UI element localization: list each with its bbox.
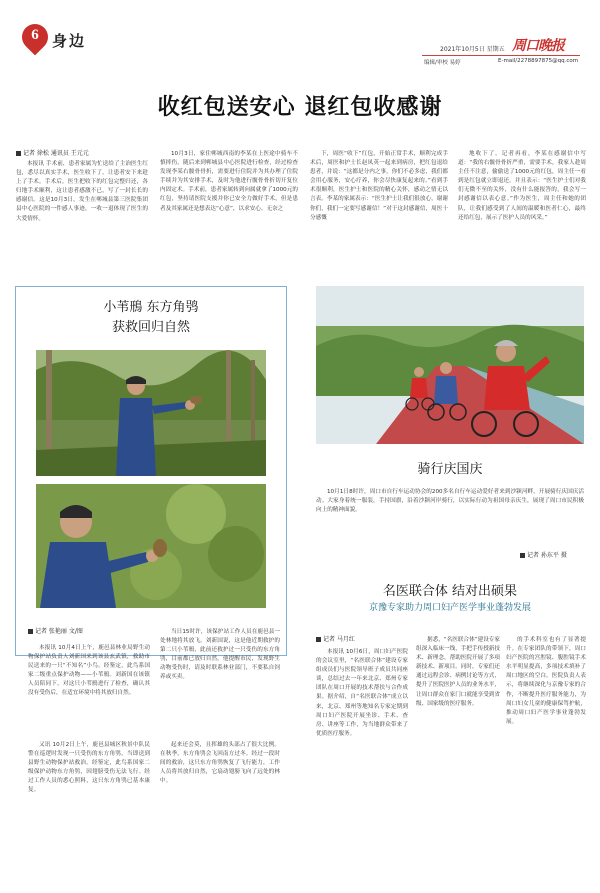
medical-col1-text: 本报讯 10月6日，周口妇产医院的会议室里，“名医联合体”建设专家组成员们与医院领导班子成员共同座谈，总结过去一年来北京、郑州专家团队在周口开展的技术帮扶与合作成果。据介绍，自“名医联合体”成立以来，北京、郑州等地知名专家定期到周口妇产医院开展坐诊、手术、查房、讲座等工作，为当地群众带来了优质医疗服务。 (316, 649, 408, 737)
bird-story-col2 (160, 628, 280, 734)
bird-story-col2b-text: 起来还会莫，且挥雄的头部占了很大比例。在秋季，东方角鸮会飞回南方过冬。经过一段时间的救治，这只东方角鸮恢复了飞行能力，工作人员将其放归自然，它扇动翅膀飞向了远处的林中。 (160, 742, 280, 785)
bird-title-line1: 小苇鳽 东方角鸮 (103, 300, 199, 315)
cycling-text-body: 10月1日8时许，周口市自行车运动协会的200多名自行车运动爱好者来到沙颍河畔，开展骑行庆国庆活动。大家身着统一服装，手持国旗，沿着沙颍河岸骑行，以实际行动为祖国母亲庆生，展现了周口市民积极向上的精神面貌。 (316, 489, 584, 514)
cycling-byline (520, 550, 567, 559)
main-story-col3 (310, 150, 448, 272)
medical-subtitle: 京豫专家助力周口妇产医学事业蓬勃发展 (368, 603, 531, 613)
bird-photo-2 (36, 484, 266, 608)
paper-logo: 周口晚报 (512, 38, 564, 54)
medical-byline (316, 634, 355, 643)
main-story-col2 (160, 150, 298, 272)
bird-photo-2-image (36, 484, 266, 608)
editor-credit: 编辑/审校 易婷 (424, 60, 461, 66)
main-story-col1 (16, 160, 148, 272)
medical-col2 (416, 636, 500, 876)
main-story-col4 (458, 150, 586, 272)
editor-email: E-mail/2278897875@qq.com (498, 58, 579, 64)
cycling-photo (316, 286, 584, 444)
masthead (0, 0, 600, 66)
cycling-byline-text: 记者 孙东平 摄 (527, 552, 567, 559)
medical-col2-text: 据悉，“名医联合体”建设专家组深入临床一线，手把手传授新技术、新理念，帮助医院开展了多项新技术、新项目。同时，专家们还通过远程会诊、病例讨论等方式，提升了医院医护人员的业务水平，让周口群众在家门口就能享受到省级、国家级的医疗服务。 (416, 637, 500, 707)
medical-byline-text: 记者 马月红 (323, 636, 355, 643)
issue-date: 2021年10月5日 星期五 (440, 46, 505, 53)
main-story-col3-text: 下，周医“收下”红包，开始正常手术，顺利完成手术后，周医和护士长赵凤英一起来到病房，把红包退给患者，并说：“这都是分内之事，你们不必多虑，我们都会用心服务，安心疗养，你会尽快康复起来的。”看到手术很顺利，医生护士和医院的精心关怀，感动之情无以言表。李某的家属表示：“医生护士让我们很放心，谢谢你们，我们一定要写感谢信！”对于这封感谢信，周医十分感慨 (310, 151, 448, 221)
bird-photo-1-image (36, 350, 266, 476)
byline-marker (16, 151, 21, 156)
medical-col3 (506, 636, 586, 876)
bird-story-col1 (28, 644, 150, 734)
bird-story-col2b (160, 741, 280, 853)
main-story-col2-text: 10月3日，家住郸城西南的李某在上医途中骑车不慎摔伤，随后来到郸城县中心医院进行检查，经过检查发现李某右髋骨骨折，需要进行住院并为其办理了住院手续并为其安排手术，及时为他进行髋骨骨折切开复位内固定术。手术前，患者家属转到向属就拿了1000元的红包，坚持请医院支援并你已安全力做好手术，但是患者及其家属还是想表达“心意”，以求安心。无奈之 (160, 151, 298, 212)
section-name: 身边 (52, 32, 87, 50)
byline-marker (520, 553, 525, 558)
bird-byline-text: 记者 张艳丽 文/图 (35, 628, 83, 635)
medical-col3-text: 的手术科室也有了显著提升。在专家团队的带领下，周口妇产医院的宫腔镜、腹腔镜手术水平明显提高，多项技术填补了周口地区的空白。医院负责人表示，将继续深化与京豫专家的合作，不断提升医疗服务能力，为周口妇女儿童的健康保驾护航，推动周口妇产医学事业蓬勃发展。 (506, 637, 586, 725)
main-byline (16, 148, 89, 157)
main-headline: 收红包送安心 退红包收感谢 (157, 95, 443, 120)
bird-story-col1b (28, 741, 150, 853)
page-number: 6 (31, 27, 39, 43)
bird-story-col1-text: 本报讯 10月4日上午，鹿邑县林业局野生动物保护站负责人刘新国来到该县玄武镇，救助市民送来的一只“不知名”小鸟。经鉴定，此鸟系国家二级重点保护动物——小苇鳽。刘新国在该镇人员陪同下，对这只小苇鳽进行了检查，确认其没有受伤后，在适宜环境中将其放归自然。 (28, 645, 150, 697)
cycling-text (316, 488, 584, 546)
medical-col1 (316, 648, 408, 876)
masthead-rule (422, 55, 580, 56)
bird-photo-1 (36, 350, 266, 476)
bird-byline (28, 626, 83, 635)
main-story-col4-text: 地收下了。记者再看，李某在感谢信中写道：“我的右髋骨骨折严重，需要手术，我家人趁周主任不注意，偷偷送了1000元的红包，周主任一看到是红包就立即退还，并且表示：“医生护士们对我们无微不至的关怀，没有什么能报答的，我会写一封感谢信以表心意。”作为医生，周主任和她的团队，让我们感受到了人间的温暖和医者仁心，最终还给红包，展示了医护人员的风采。” (458, 151, 586, 221)
bird-title-line2: 获救回归自然 (111, 320, 190, 335)
main-byline-text: 记者 徐松 通讯员 王元元 (23, 150, 89, 157)
main-story-col1-text: 本报讯 手术前，患者家属为忙送给了主治医生红包，悉尽以真实手术，医生收下了，让患者安下来趁上了手术。手术后，医生把收下的红包完整归还，各归地手术顺利，这让患者感激不已，写了一封长长的感谢信。这是10月3日，发生在郸城县第三医院集团县中心医院的一件感人事迹，一收一退体现了医生的大爱情怀。 (16, 161, 148, 222)
bird-story-col2-text: 当日15时许，该保护站工作人员在鹿邑县一处林地将其放飞。刘新国说，这是他近期救护的第二只小苇鳽，此前还救护过一只受伤的东方角鸮，目前都已放归自然。他提醒市民，发现野生动物受伤时，请及时联系林业部门，不要私自饲养或买卖。 (160, 629, 280, 681)
byline-marker (316, 637, 321, 642)
medical-title: 名医联合体 结对出硕果 (382, 584, 518, 599)
bird-story-col1b-text: 又讯 10月2日上午，鹿邑县城区秋景中队民警在巡逻时发现一只受伤的东方角鸮，当即送到县野生动物保护站救治。经鉴定，此鸟系国家二级保护动物东方角鸮，因翅膀受伤无法飞行。经过工作人员的悉心照料，这只东方角鸮已基本康复。 (28, 742, 150, 794)
cycling-photo-image (316, 286, 584, 444)
byline-marker (28, 629, 33, 634)
cycling-title: 骑行庆国庆 (417, 462, 483, 477)
